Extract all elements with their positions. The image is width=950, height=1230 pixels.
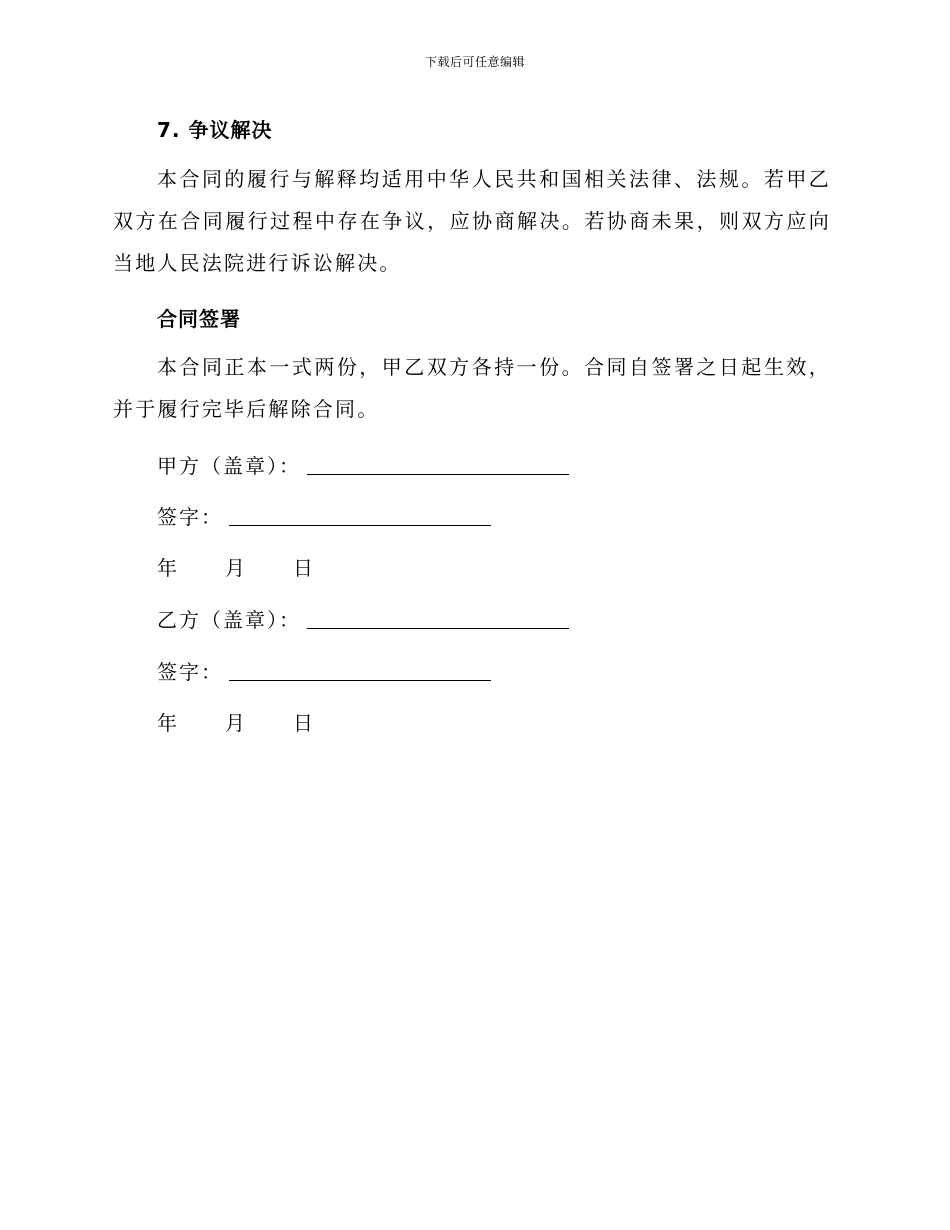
party-b-signature-row — [157, 656, 491, 685]
section-heading-dispute: 7. 争议解决 — [157, 118, 273, 142]
party-a-signature-field[interactable] — [229, 525, 491, 526]
party-b-signature-field[interactable] — [229, 680, 491, 681]
party-a-date-year: 年 — [157, 556, 179, 580]
party-a-date-day: 日 — [293, 556, 315, 580]
party-a-seal-label: 甲方（盖章）： — [157, 454, 301, 478]
section-heading-signing: 合同签署 — [157, 307, 241, 331]
party-b-date-day: 日 — [293, 711, 315, 735]
page-header: 下载后可任意编辑 — [424, 55, 525, 69]
party-b-date-year: 年 — [157, 711, 179, 735]
party-a-signature-label: 签字： — [157, 505, 223, 529]
party-b-seal-field[interactable] — [307, 628, 569, 629]
party-b-date-row — [157, 707, 315, 736]
party-b-seal-row — [157, 604, 569, 633]
signing-paragraph: 本合同正本一式两份，甲乙双方各持一份。合同自签署之日起生效，并于履行完毕后解除合同。 — [113, 355, 831, 421]
party-a-seal-row — [157, 450, 569, 479]
dispute-paragraph: 本合同的履行与解释均适用中华人民共和国相关法律、法规。若甲乙双方在合同履行过程中存在争议，应协商解决。若协商未果，则双方应向当地人民法院进行诉讼解决。 — [113, 167, 831, 275]
party-a-date-row — [157, 552, 315, 581]
party-a-seal-field[interactable] — [307, 474, 569, 475]
party-b-signature-label: 签字： — [157, 660, 223, 684]
party-b-date-month: 月 — [225, 711, 247, 735]
party-b-seal-label: 乙方（盖章）： — [157, 608, 301, 632]
party-a-date-month: 月 — [225, 556, 247, 580]
party-a-signature-row — [157, 501, 491, 530]
